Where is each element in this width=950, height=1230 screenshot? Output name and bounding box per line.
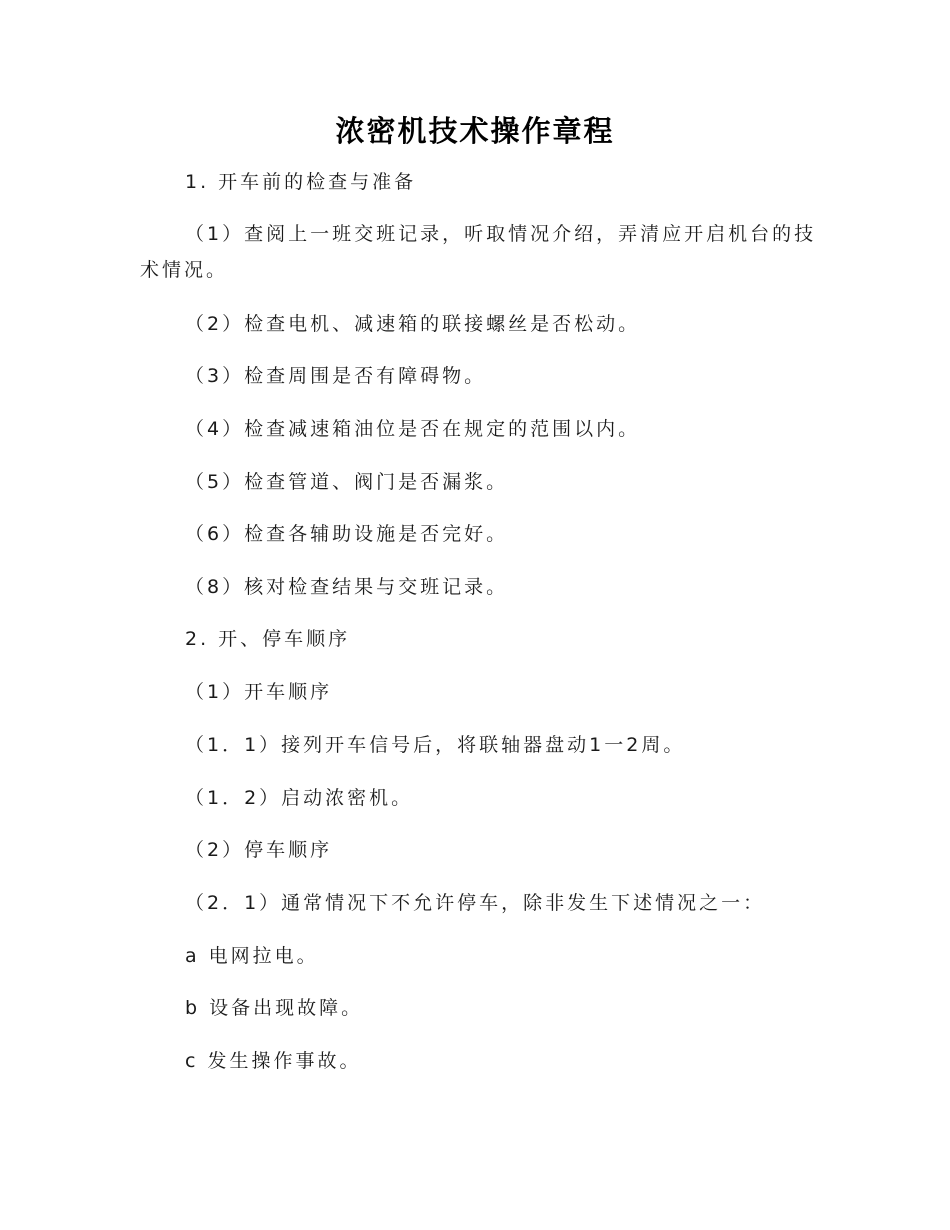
document-title: 浓密机技术操作章程: [335, 114, 615, 148]
paragraph-item-1-3: （3）检查周围是否有障碍物。: [185, 365, 487, 387]
paragraph-item-2-2-1: （2．1）通常情况下不允许停车，除非发生下述情况之一：: [185, 892, 766, 914]
list-item-c: c 发生操作事故。: [185, 1050, 362, 1072]
section-heading-1: 1. 开车前的检查与准备: [185, 171, 417, 193]
paragraph-item-1-2: （2）检查电机、减速箱的联接螺丝是否松动。: [185, 313, 641, 335]
list-item-a: a 电网拉电。: [185, 945, 319, 967]
paragraph-item-1-5: （5）检查管道、阀门是否漏浆。: [185, 471, 509, 493]
paragraph-item-1-1: （1）查阅上一班交班记录，听取情况介绍，弄清应开启机台的技术情况。: [140, 223, 817, 281]
paragraph-item-1-8: （8）核对检查结果与交班记录。: [185, 576, 509, 598]
paragraph-item-2-1-2: （1．2）启动浓密机。: [185, 787, 414, 809]
paragraph-item-2-1-1: （1．1）接列开车信号后，将联轴器盘动1一2周。: [185, 734, 686, 756]
paragraph-item-1-6: （6）检查各辅助设施是否完好。: [185, 523, 509, 545]
paragraph-item-2-1: （1）开车顺序: [185, 681, 333, 703]
paragraph-item-2-2: （2）停车顺序: [185, 839, 333, 861]
paragraph-item-1-4: （4）检查减速箱油位是否在规定的范围以内。: [185, 418, 641, 440]
list-item-b: b 设备出现故障。: [185, 997, 364, 1019]
section-heading-2: 2. 开、停车顺序: [185, 628, 351, 650]
